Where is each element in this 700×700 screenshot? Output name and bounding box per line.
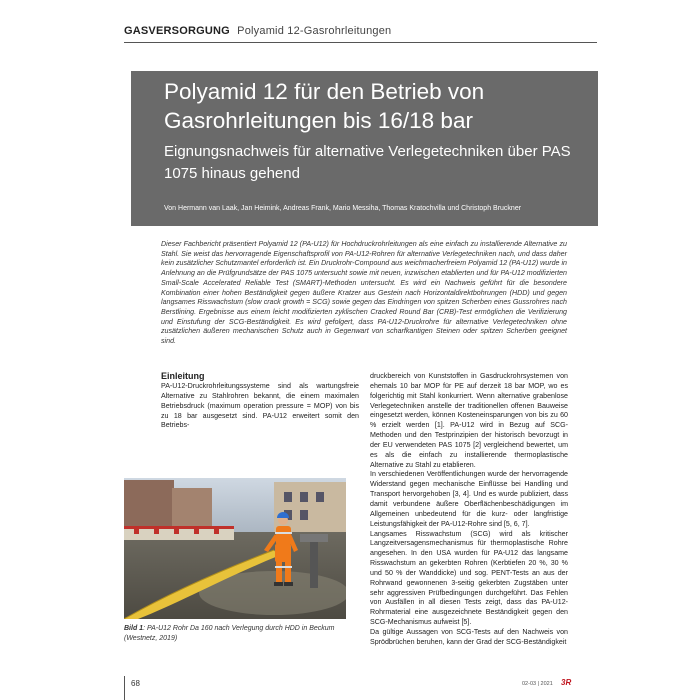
- intro-heading: Einleitung: [161, 371, 205, 381]
- figure-photo: [124, 478, 346, 619]
- page-number: 68: [131, 679, 140, 688]
- title-banner: [131, 71, 598, 226]
- footer-rule: [124, 676, 125, 700]
- article-authors: Von Hermann van Laak, Jan Heimink, Andreas Frank, Mario Messiha, Thomas Kratochvilla und Christoph Bruckner: [164, 205, 522, 212]
- article-title: Polyamid 12 für den Betrieb von Gasrohrleitungen bis 16/18 bar: [164, 79, 485, 133]
- abstract: Dieser Fachbericht präsentiert Polyamid 12 (PA-U12) für Hochdruckrohrleitungen als eine einfach zu installierende Alternative zu Stahl. Sie weist das hervorragende Eigenschaftsprofil von PA-U12-Rohren für alternative Verlegetechniken nach, und dass daher kein zusätzlicher Schutzmantel erforderlich ist. Ein Druckrohr-Compound aus weichmacherfreiem Polyamid 12 (PA-U12) wurde in Anlehnung an die Prüfgrundsätze der PAS 1075 untersucht sowie mit neuen, inzwischen etablierten und für PA-U12 modifizierten Small-Scale Accelerated Reliable Test (SMART)-Methoden untersucht. Es wird ein Nachweis geführt für die besondere Kombination einer hohen Beständigkeit gegen äußere Kratzer aus Gestein nach Horizontaldirektbohrungen (HDD) und gegen langsames Risswachstum (slow crack growth = SCG) sowie gegen das Eindringen von spitzen Scherben eines Gussrohres nach Berstlining. Ergebnisse aus einem leicht modifizierten zyklischen Cracked Round Bar (CRB)-Test ermöglichen die Verifizierung und Einstufung der SCG-Beständigkeit. Es wird gefolgert, dass PA-U12-Druckrohre für alternative Verlegetechniken ohne zusätzlichen äußeren mechanischen Schutz auch in Gegenwart von scharfkantigen Steinen oder spitzen Scherben geeignet sind.: [161, 240, 567, 346]
- section-topic: Polyamid 12-Gasrohrleitungen: [237, 25, 392, 37]
- section-name: GASVERSORGUNG: [124, 25, 230, 37]
- intro-paragraph: PA-U12-Druckrohrleitungssysteme sind als wartungsfreie Alternative zu Stahlrohren bekannt, die einem maximalen Betriebsdruck (maximum operation pressure = MOP) von bis zu 18 bar ausgesetzt sind. PA-U12 erweitert somit den Betriebs-: [161, 382, 359, 430]
- section-divider: [124, 42, 597, 43]
- figure-caption-text: : PA-U12 Rohr Da 160 nach Verlegung durch HDD in Beckum (Westnetz, 2019): [124, 625, 335, 642]
- figure-caption: [124, 624, 354, 643]
- section-header: [124, 25, 391, 37]
- body-paragraph: Langsames Risswachstum (SCG) wird als kritischer Langzeitversagensmechanismus für thermoplastische Rohre angesehen. In den USA wurden für PA-U12 das langsame Risswachstum an gekerbten Rohren (Kerbtiefen 20 %, 30 % und 50 % der Wanddicke) und sog. PENT-Tests an aus der Rohrwand gewonnenen 3-seitig gekerbten Zugstäben unter sehr aggressiven Prüfbedingungen durchgeführt. Das Fehlen von Ausfällen in all diesen Tests zeigt, dass das PA-U12-Rohrmaterial eine ausgezeichnete Beständigkeit gegen den SCG-Mechanismus aufweist [5].: [370, 529, 568, 627]
- article-subtitle: Eignungsnachweis für alternative Verlegetechniken über PAS 1075 hinaus gehend: [164, 143, 571, 182]
- publisher-logo: 3R: [561, 678, 572, 687]
- body-paragraph: Da gültige Aussagen von SCG-Tests auf den Nachweis von Sprödbrüchen beruhen, kann der Grad der SCG-Beständigkeit: [370, 627, 568, 646]
- body-paragraph: In verschiedenen Veröffentlichungen wurde der hervorragende Widerstand gegen mechanische Einflüsse bei Handling und Transport hervorgehoben [3, 4]. Und es wurde publiziert, dass damit verbundene äußere Oberflächenbeschädigungen im Allgemeinen unbedeutend für die kurz- oder langfristige Leistungsfähigkeit der PA-U12-Rohre sind [5, 6, 7].: [370, 470, 568, 528]
- hdd-worker-photo: [124, 478, 346, 619]
- issue-number: 02-03 | 2021: [522, 681, 553, 687]
- left-column: [161, 372, 359, 431]
- body-paragraph: druckbereich von Kunststoffen in Gasdruckrohrsystemen von ehemals 10 bar MOP für PE auf derzeit 18 bar MOP, wo es folgerichtig mit Stahl konkurriert. Wenn alternative grabenlose Verlegetechniken anstelle der traditionellen offenen Bauweise eingesetzt werden, können Kosteneinsparungen von bis zu 60 % erzielt werden [1]. PA-U12 wird in Bezug auf SCG-Methoden und den Testprinzipien der historisch bevorzugt in der EU verwendeten PAS 1075 [2] vergleichend bewertet, um es als die einfach zu installierende thermoplastische Alternative zu Stahl zu etablieren.: [370, 372, 568, 469]
- figure-caption-label: Bild 1: [124, 625, 144, 632]
- right-column: [370, 372, 568, 648]
